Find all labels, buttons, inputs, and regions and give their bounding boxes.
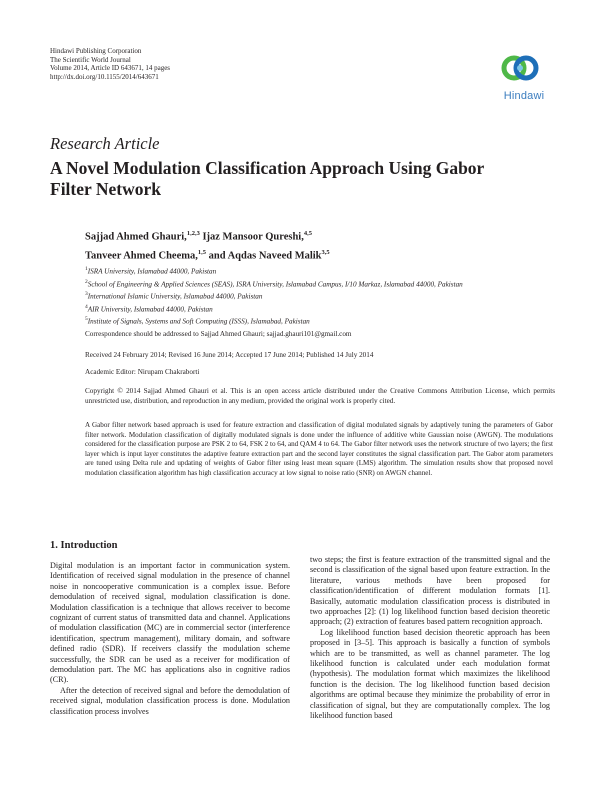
affiliation-item <box>85 314 555 327</box>
body-paragraph: After the detection of received signal and before the demodulation of received signal, modulation classification process is done. Modulation classification process involves <box>50 685 290 716</box>
abstract: A Gabor filter network based approach is used for feature extraction and classification of digital modulated signals by adaptively tuning the parameters of Gabor filter network. Modulation classification of digitally modulated signals is done under the influence of additive white Gaussian noise (AWGN). The modulations considered for the classification purpose are PSK 2 to 64, FSK 2 to 64, and QAM 4 to 64. The Gabor filter network uses the network structure of two layers; the first layer which is input layer constitutes the adaptive feature extraction part and the second layer constitutes the signal classification part. The Gabor atom parameters are tuned using Delta rule and updating of weights of Gabor filter using least mean square (LMS) algorithm. The simulation results show that proposed novel modulation classification algorithm has high classification accuracy at low signal to noise ratio (SNR) on AWGN channel. <box>85 421 553 477</box>
copyright-notice: Copyright © 2014 Sajjad Ahmed Ghauri et al. This is an open access article distributed under the Creative Commons Attribution License, which permits unrestricted use, distribution, and reproduction in any medium, provided the original work is properly cited. <box>85 387 555 405</box>
affiliation-list <box>85 264 555 327</box>
affiliation-number: 5 <box>85 316 88 323</box>
author-name: and Aqdas Naveed Malik <box>208 250 322 262</box>
author-affil-sup: 3,5 <box>321 249 330 256</box>
doi-link[interactable]: http://dx.doi.org/10.1155/2014/643671 <box>50 72 159 81</box>
affiliation-number: 1 <box>85 266 88 272</box>
title-text: A Novel Modulation Classification Approach Using Gabor Filter Network <box>50 158 484 199</box>
author-affil-sup: 1,2,3 <box>186 230 200 237</box>
author-name: Ijaz Mansoor Qureshi, <box>202 231 304 243</box>
affiliation-text: ISRA University, Islamabad 44000, Pakistan <box>87 267 217 276</box>
section-heading: 1. Introduction <box>50 540 118 551</box>
affiliation-number: 3 <box>85 291 88 298</box>
correspondence-line: Correspondence should be addressed to Sajjad Ahmed Ghauri; sajjad.ghauri101@gmail.com <box>85 330 352 338</box>
author-affil-sup: 4,5 <box>303 230 312 237</box>
affiliation-text: AIR University, Islamabad 44000, Pakistan <box>87 305 213 314</box>
logo-text: Hindawi <box>503 90 545 102</box>
affiliation-number: 4 <box>85 303 88 310</box>
right-column <box>310 555 550 722</box>
body-paragraph: Log likelihood function based decision theoretic approach has been proposed in [3–5]. This approach is basically a function of symbols which are to be transmitted, as well as channel parameter. The log likelihood function is calculated under each modulation format (hypothesis). The modulation format which maximizes the likelihood function is the decision. The log likelihood function based decision algorithms are optimal because they minimize the probability of error in classification of signal, but they are computationally complex. The log likelihood function based <box>310 627 550 721</box>
affiliation-text: Institute of Signals, Systems and Soft Computing (ISSS), Islamabad, Pakistan <box>87 317 310 326</box>
affiliation-text: School of Engineering & Applied Sciences (SEAS), ISRA University, Islamabad Campus, I/10 Markaz, Islamabad 44000, Pakistan <box>87 279 463 288</box>
body-paragraph: Digital modulation is an important factor in communication system. Identification of received signal modulation in the presence of channel noise in noncooperative communication is a complex issue. Before demodulation of received signal, modulation classification is done. Modulation classification is a technique that allows receiver to become cognizant of current status of transmitted data and channel. Applications of modulation classification (MC) are in commercial sector (interference identification, spectrum management), military domain, and software defined radio (SDR). If receivers classify the modulation scheme successfully, the SDR can be used as a receiver for modification of demodulation part. The MC has applications also in cognitive radios (CR). <box>50 561 290 685</box>
affiliation-number: 2 <box>85 278 88 285</box>
affiliation-text: International Islamic University, Islamabad 44000, Pakistan <box>87 292 263 301</box>
author-affil-sup: 1,5 <box>197 249 206 256</box>
author-name: Sajjad Ahmed Ghauri, <box>85 231 187 243</box>
dates-line: Received 24 February 2014; Revised 16 June 2014; Accepted 17 June 2014; Published 14 July 2014 <box>85 351 374 359</box>
volume-info: Volume 2014, Article ID 643671, 14 pages <box>50 64 171 73</box>
editor-line: Academic Editor: Nirupam Chakraborti <box>85 368 200 376</box>
affiliation-item <box>85 289 555 302</box>
left-column <box>50 561 290 717</box>
article-type: Research Article <box>50 134 160 153</box>
publisher-name: Hindawi Publishing Corporation <box>50 47 142 55</box>
affiliation-item <box>85 302 555 315</box>
author-list <box>85 226 545 264</box>
affiliation-item <box>85 277 555 290</box>
publication-info <box>50 47 170 81</box>
author-name: Tanveer Ahmed Cheema, <box>85 250 198 262</box>
journal-name: The Scientific World Journal <box>50 55 131 64</box>
affiliation-item <box>85 264 555 277</box>
body-paragraph: two steps; the first is feature extraction of the transmitted signal and the second is classification of the signal based upon feature extraction. In the literature, various methods have been proposed for classification/identification of different modulation formats [1]. Basically, automatic modulation classification process is distributed in two approaches [2]: (1) log likelihood function based decision theoretic approach; (2) extraction of features based pattern recognition approach. <box>310 555 550 627</box>
paper-title <box>50 158 520 200</box>
